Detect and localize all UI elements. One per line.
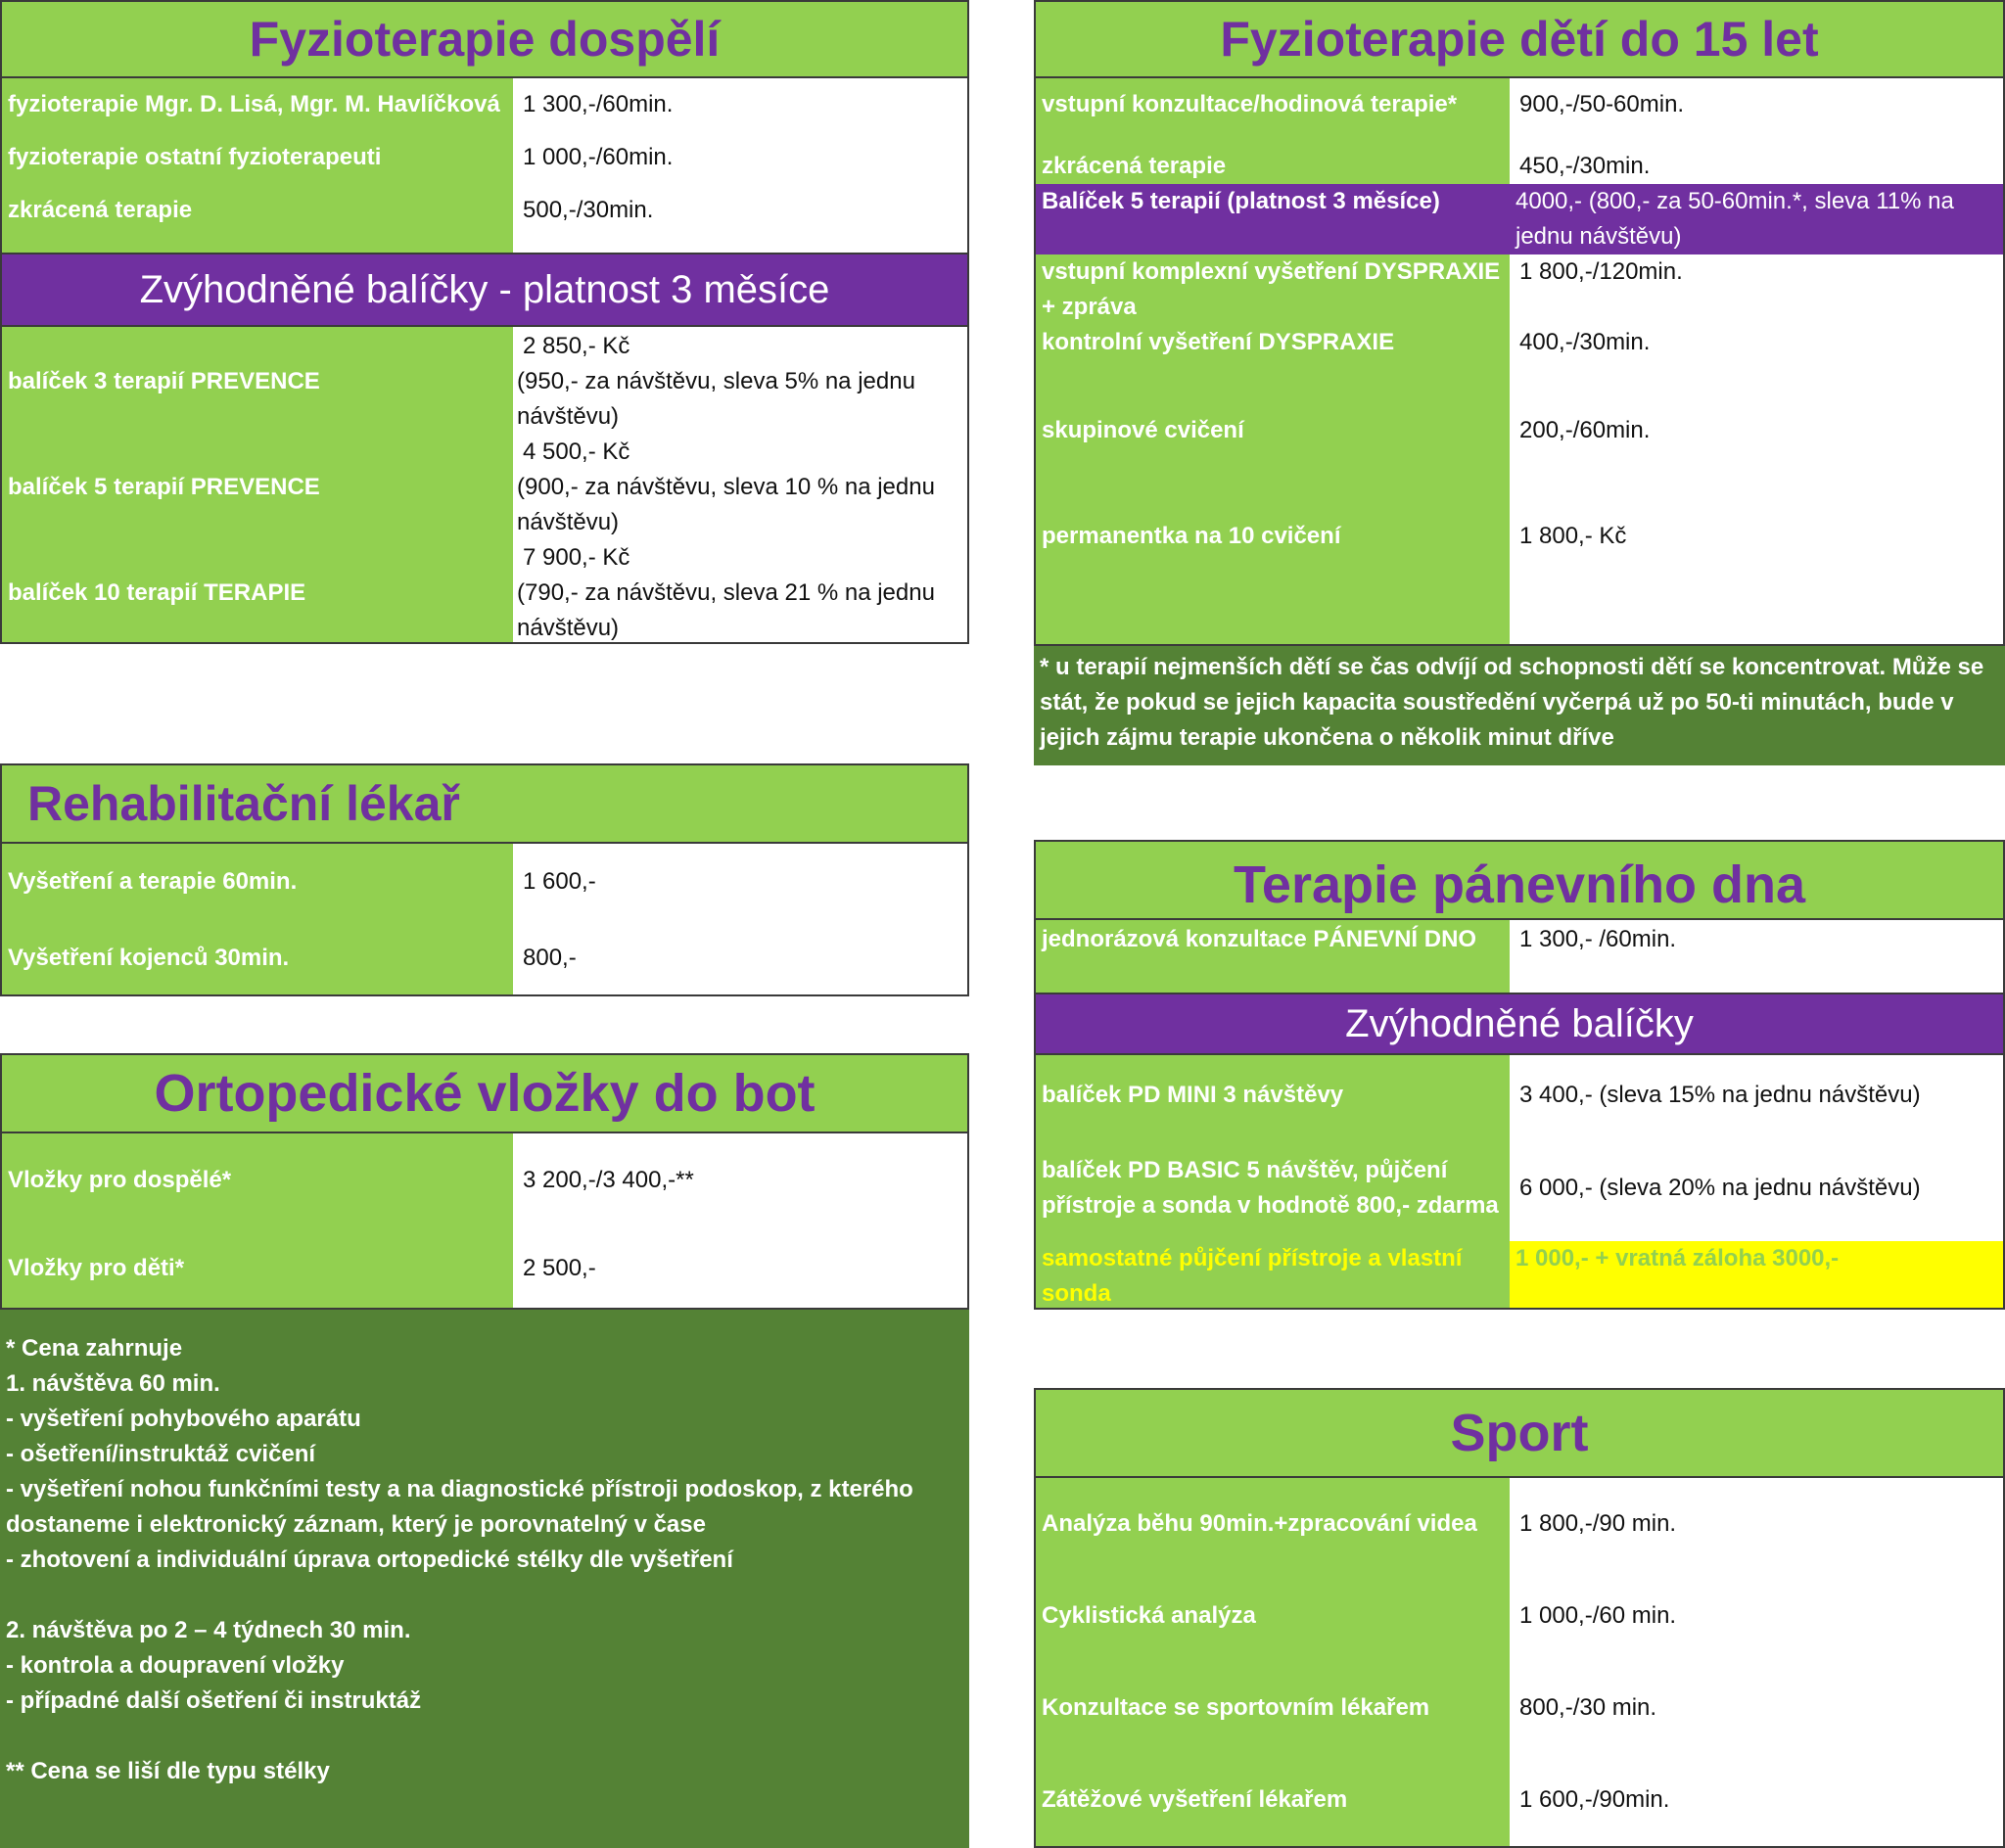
table-row-label: vstupní konzultace/hodinová terapie* (1042, 91, 1458, 117)
table-row-value: 1 300,- /60min. (1519, 926, 1677, 952)
table-row-label: Analýza běhu 90min.+zpracování videa (1042, 1510, 1477, 1537)
highlight-row (1036, 184, 2003, 254)
table-row-label: Vyšetření kojenců 30min. (8, 945, 290, 971)
table-row-value: 1 300,-/60min. (523, 91, 674, 117)
package-detail: (790,- za návštěvu, sleva 21 % na jednu návštěvu) (517, 579, 935, 641)
table-row-value: 900,-/50-60min. (1519, 91, 1685, 117)
table-row-value: 4000,- (800,- za 50-60min.*, sleva 11% na jednu návštěvu) (1515, 188, 1954, 250)
package-value (513, 435, 967, 540)
package-value: 3 400,- (sleva 15% na jednu návštěvu) (1519, 1082, 1921, 1108)
package-price: 4 500,- Kč (523, 439, 630, 465)
table-row-value: 3 200,-/3 400,-** (523, 1167, 694, 1193)
package-value (513, 329, 967, 435)
table-row-label: fyzioterapie ostatní fyzioterapeuti (8, 144, 382, 170)
pelvic-packages-table (1034, 1053, 2005, 1310)
table-row-value: 1 600,- (523, 868, 596, 895)
table-row-label: kontrolní vyšetření DYSPRAXIE (1042, 329, 1395, 355)
table-row-value: 800,-/30 min. (1519, 1694, 1657, 1721)
rehab-table (0, 842, 969, 996)
package-value: 6 000,- (sleva 20% na jednu návštěvu) (1519, 1175, 1921, 1201)
sport-table (1034, 1476, 2005, 1848)
package-price: 2 850,- Kč (523, 333, 630, 359)
table-row-label: Konzultace se sportovním lékařem (1042, 1694, 1430, 1721)
table-row-label: permanentka na 10 cvičení (1042, 523, 1341, 549)
children-table (1034, 76, 2005, 646)
highlight-row (1036, 1241, 2003, 1310)
table-row-value: 1 600,-/90min. (1519, 1786, 1670, 1813)
package-label: samostatné půjčení přístroje a vlastní sonda (1042, 1245, 1463, 1307)
table-row-value: 1 000,-/60min. (523, 144, 674, 170)
table-row-label: jednorázová konzultace PÁNEVNÍ DNO (1042, 926, 1477, 952)
table-row-value: 200,-/60min. (1519, 417, 1651, 443)
table-row-label: Balíček 5 terapií (platnost 3 měsíce) (1042, 188, 1440, 214)
package-value: 1 000,- + vratná záloha 3000,- (1515, 1245, 1840, 1271)
children-title: Fyzioterapie dětí do 15 let (1034, 0, 2005, 78)
pelvic-title: Terapie pánevního dna (1034, 840, 2005, 920)
table-row-value: 1 800,-/120min. (1519, 258, 1683, 285)
table-row-value: 400,-/30min. (1519, 329, 1651, 355)
table-row-value: 1 800,-/90 min. (1519, 1510, 1677, 1537)
table-row-value: 500,-/30min. (523, 197, 654, 223)
table-row-value: 1 000,-/60 min. (1519, 1602, 1677, 1629)
table-row-label: Vložky pro dospělé* (8, 1167, 232, 1193)
adults-packages-title: Zvýhodněné balíčky - platnost 3 měsíce (0, 253, 969, 327)
table-row-label: vstupní komplexní vyšetření DYSPRAXIE + zpráva (1042, 258, 1501, 320)
package-value (513, 540, 967, 644)
table-row-value: 1 800,- Kč (1519, 523, 1627, 549)
children-note: * u terapií nejmenších dětí se čas odvíjí od schopnosti dětí se koncentrovat. Může se stát, že pokud se jejich kapacita soustředění vyčerpá už po 50-ti minutách, bude v jejich zájmu terapie ukončena o několik minut dříve (1034, 646, 2005, 765)
table-row-label: zkrácená terapie (1042, 153, 1227, 179)
package-label: balíček 10 terapií TERAPIE (8, 579, 306, 606)
adults-table (0, 76, 969, 254)
table-row-value: 2 500,- (523, 1255, 596, 1281)
table-row-label: Zátěžové vyšetření lékařem (1042, 1786, 1348, 1813)
table-row-label: zkrácená terapie (8, 197, 193, 223)
table-row-label: fyzioterapie Mgr. D. Lisá, Mgr. M. Havlíčková (8, 91, 500, 117)
table-row-label: Vložky pro děti* (8, 1255, 185, 1281)
package-label: balíček PD MINI 3 návštěvy (1042, 1082, 1344, 1108)
insoles-title: Ortopedické vložky do bot (0, 1053, 969, 1133)
insoles-note: * Cena zahrnuje 1. návštěva 60 min. - vyšetření pohybového aparátu - ošetření/instruktáž cvičení - vyšetření nohou funkčními testy a na diagnostické přístroji podoskop, z kterého dostaneme i elektronický záznam, který je porovnatelný v čase - zhotovení a individuální úprava ortopedické stélky dle vyšetření 2. návštěva po 2 – 4 týdnech 30 min. - kontrola a doupravení vložky - případné další ošetření či instruktáž ** Cena se liší dle typu stélky (0, 1310, 969, 1848)
package-label: balíček PD BASIC 5 návštěv, půjčení přístroje a sonda v hodnotě 800,- zdarma (1042, 1157, 1499, 1219)
rehab-title: Rehabilitační lékař (0, 763, 969, 844)
table-row-label: skupinové cvičení (1042, 417, 1244, 443)
table-row-value: 450,-/30min. (1519, 153, 1651, 179)
package-detail: (900,- za návštěvu, sleva 10 % na jednu návštěvu) (517, 474, 935, 535)
pelvic-packages-title: Zvýhodněné balíčky (1034, 993, 2005, 1055)
table-row-label: Vyšetření a terapie 60min. (8, 868, 298, 895)
package-price: 7 900,- Kč (523, 544, 630, 571)
package-detail: (950,- za návštěvu, sleva 5% na jednu návštěvu) (517, 368, 915, 430)
table-row-value: 800,- (523, 945, 577, 971)
adults-title: Fyzioterapie dospělí (0, 0, 969, 78)
table-row-label: Cyklistická analýza (1042, 1602, 1256, 1629)
sport-title: Sport (1034, 1388, 2005, 1478)
adults-packages-table (0, 325, 969, 644)
package-label: balíček 3 terapií PREVENCE (8, 368, 320, 394)
insoles-table (0, 1132, 969, 1310)
pelvic-table (1034, 918, 2005, 994)
package-label: balíček 5 terapií PREVENCE (8, 474, 320, 500)
